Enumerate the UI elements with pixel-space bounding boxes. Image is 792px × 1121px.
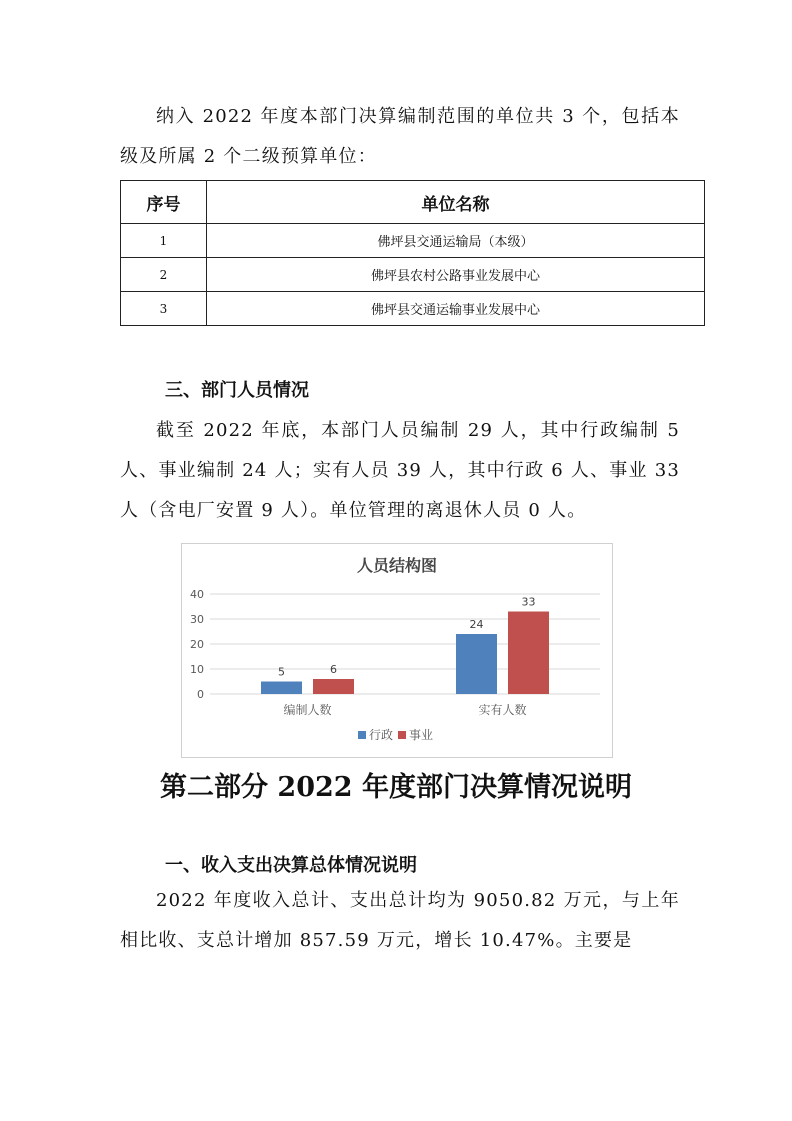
row-unit-name: 佛坪县交通运输事业发展中心 [207, 292, 705, 326]
row-no: 3 [121, 292, 207, 326]
legend-label: 行政 [369, 728, 394, 742]
bar-事业-编制人数 [313, 679, 354, 694]
bar-行政-编制人数 [261, 682, 302, 695]
bar-事业-实有人数 [508, 612, 549, 695]
table-row [121, 258, 705, 292]
y-tick-label: 0 [197, 688, 204, 701]
part2-title: 第二部分 2022 年度部门决算情况说明 [160, 772, 632, 803]
legend-swatch [398, 731, 406, 739]
data-label: 24 [469, 618, 484, 631]
y-tick-label: 10 [190, 663, 204, 676]
header-no: 序号 [121, 181, 207, 224]
chart-title: 人员结构图 [356, 556, 438, 575]
row-unit-name: 佛坪县农村公路事业发展中心 [207, 258, 705, 292]
y-tick-label: 40 [190, 588, 204, 601]
row-no: 2 [121, 258, 207, 292]
data-label: 33 [521, 595, 536, 609]
chart-svg [182, 544, 612, 757]
header-unit-name: 单位名称 [207, 181, 705, 224]
row-unit-name: 佛坪县交通运输局（本级） [207, 224, 705, 258]
data-label: 5 [278, 665, 285, 679]
personnel-chart [181, 543, 613, 758]
y-tick-label: 30 [190, 613, 204, 626]
section1-paragraph: 2022 年度收入总计、支出总计均为 9050.82 万元，与上年相比收、支总计增加 857.59 万元，增长 10.47%。主要是 [120, 890, 680, 951]
y-tick-label: 20 [190, 638, 204, 651]
unit-table [120, 180, 705, 326]
section3-paragraph: 截至 2022 年底，本部门人员编制 29 人，其中行政编制 5 人、事业编制 24 人；实有人员 39 人，其中行政 6 人、事业 33 人（含电厂安置 9 人）。单位管理的离退休人员 0 人。 [120, 420, 680, 521]
row-no: 1 [121, 224, 207, 258]
bar-行政-实有人数 [456, 634, 497, 694]
table-header-row [121, 181, 705, 224]
table-row [121, 292, 705, 326]
x-category-label: 编制人数 [283, 703, 332, 717]
table-row [121, 224, 705, 258]
x-category-label: 实有人数 [478, 703, 527, 717]
section1-heading: 一、收入支出决算总体情况说明 [165, 855, 417, 876]
legend-swatch [358, 731, 366, 739]
intro-paragraph: 纳入 2022 年度本部门决算编制范围的单位共 3 个，包括本级及所属 2 个二级预算单位： [120, 106, 680, 167]
section3-heading: 三、部门人员情况 [165, 380, 309, 401]
data-label: 6 [330, 663, 337, 676]
legend-label: 事业 [409, 728, 434, 742]
